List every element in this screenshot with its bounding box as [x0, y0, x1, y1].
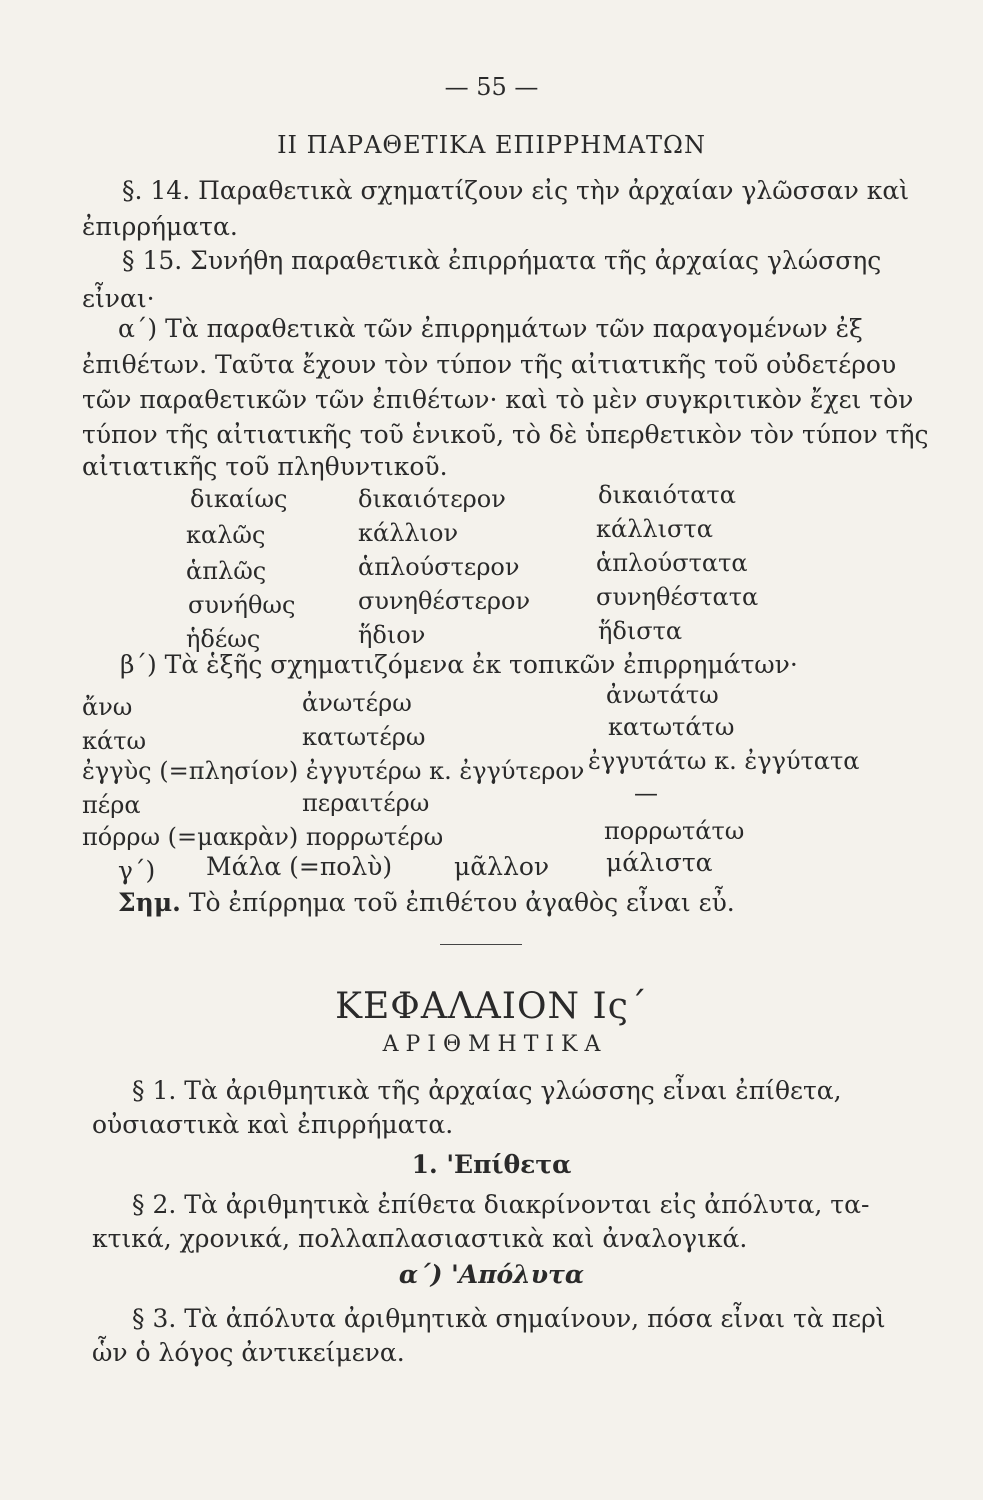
par15-line2: εἶναι·: [82, 284, 155, 313]
table-b-cell: ἀνωτάτω: [606, 681, 719, 709]
table-a-cell: ἥδιστα: [598, 617, 683, 645]
par-c-label: γ΄): [118, 856, 156, 885]
par-c-comparative: μᾶλλον: [454, 852, 550, 881]
note-label: Σημ.: [118, 888, 181, 917]
par3-line1: § 3. Τὰ ἀπόλυτα ἀριθμητικὰ σημαίνουν, πόσα εἶναι τὰ περὶ: [132, 1304, 886, 1333]
table-b-cell: κάτω: [82, 727, 147, 755]
par3-line2: ὧν ὁ λόγος ἀντικείμενα.: [92, 1338, 405, 1367]
table-a-cell: ἁπλῶς: [186, 557, 267, 585]
par15-line1: § 15. Συνήθη παραθετικὰ ἐπιρρήματα τῆς ἀρχαίας γλώσσης: [122, 246, 882, 275]
chapter-title: ΚΕΦΑΛΑΙΟΝ Ις΄: [335, 986, 648, 1027]
table-a-cell: δικαιότερον: [358, 485, 506, 513]
table-a-cell: συνηθέστατα: [596, 583, 759, 611]
par-c-word: Μάλα (=πολὺ): [206, 852, 393, 881]
table-b-cell: πόρρω (=μακρὰν) πορρωτέρω: [82, 823, 444, 851]
heading-epitheta: 1. 'Επίθετα: [411, 1150, 572, 1179]
par2-line1: § 2. Τὰ ἀριθμητικὰ ἐπίθετα διακρίνονται εἰς ἀπόλυτα, τα-: [132, 1190, 870, 1219]
heading-apolyta: α΄) 'Απόλυτα: [398, 1260, 585, 1289]
par14-line2: ἐπιρρήματα.: [82, 212, 238, 241]
page-number: — 55 —: [444, 73, 539, 101]
par2-line2: κτικά, χρονικά, πολλαπλασιαστικὰ καὶ ἀναλογικά.: [92, 1224, 748, 1253]
table-b-cell: κατωτάτω: [608, 713, 735, 741]
par1-line2: οὐσιαστικὰ καὶ ἐπιρρήματα.: [92, 1110, 454, 1139]
par-a-line3: τῶν παραθετικῶν τῶν ἐπιθέτων· καὶ τὸ μὲν συγκριτικὸν ἔχει τὸν: [82, 385, 914, 414]
table-b-cell: ἐγγυτάτω κ. ἐγγύτατα: [588, 747, 860, 775]
par14-line1: [122, 176, 910, 206]
table-a-cell: δικαιότατα: [598, 481, 736, 509]
par1-line1: § 1. Τὰ ἀριθμητικὰ τῆς ἀρχαίας γλώσσης εἶναι ἐπίθετα,: [132, 1076, 842, 1105]
par-a-line5: αἰτιατικῆς τοῦ πληθυντικοῦ.: [82, 452, 448, 481]
table-b-cell: πέρα: [82, 791, 141, 819]
table-a-cell: ἁπλούστατα: [596, 549, 748, 577]
table-a-cell: καλῶς: [186, 521, 266, 549]
table-b-cell: πορρωτάτω: [604, 817, 745, 845]
table-b-cell: κατωτέρω: [302, 723, 426, 751]
par-c-superlative: μάλιστα: [606, 848, 713, 877]
separator-rule: [440, 944, 522, 945]
chapter-subtitle: Α Ρ Ι Θ Μ Η Τ Ι Κ Α: [382, 1032, 601, 1057]
par-a-line2: ἐπιθέτων. Ταῦτα ἔχουν τὸν τύπον τῆς αἰτιατικῆς τοῦ οὐδετέρου: [82, 350, 897, 379]
section-title: II ΠΑΡΑΘΕΤΙΚΑ ΕΠΙΡΡΗΜΑΤΩΝ: [277, 131, 706, 159]
table-a-cell: δικαίως: [190, 485, 288, 513]
table-a-cell: κάλλιον: [358, 519, 459, 547]
table-a-cell: ἁπλούστερον: [358, 553, 520, 581]
par14-text: §. 14. Παραθετικὰ σχηματίζουν εἰς τὴν ἀρχαίαν γλῶσσαν καὶ: [122, 176, 910, 205]
table-b-cell: ἐγγὺς (=πλησίον) ἐγγυτέρω κ. ἐγγύτερον: [82, 757, 585, 785]
table-b-cell: ἄνω: [82, 693, 133, 721]
table-a-cell: κάλλιστα: [596, 515, 713, 543]
table-b-cell: περαιτέρω: [302, 789, 430, 817]
table-a-cell: συνήθως: [188, 591, 296, 619]
par-b: β΄) Τὰ ἑξῆς σχηματιζόμενα ἐκ τοπικῶν ἐπιρρημάτων·: [120, 650, 798, 679]
note-text: Τὸ ἐπίρρημα τοῦ ἐπιθέτου ἀγαθὸς εἶναι εὖ.: [188, 888, 735, 917]
par-a-line1: α΄) Τὰ παραθετικὰ τῶν ἐπιρρημάτων τῶν παραγομένων ἐξ: [118, 314, 863, 343]
table-b-cell: ἀνωτέρω: [302, 689, 412, 717]
par-a-line4: τύπον τῆς αἰτιατικῆς τοῦ ἑνικοῦ, τὸ δὲ ὑπερθετικὸν τὸν τύπον τῆς: [82, 420, 929, 449]
note: [118, 888, 735, 918]
table-a-cell: ἡδέως: [186, 625, 261, 653]
table-a-cell: συνηθέστερον: [358, 587, 531, 615]
table-b-cell: —: [634, 779, 658, 807]
table-a-cell: ἥδιον: [358, 621, 426, 649]
